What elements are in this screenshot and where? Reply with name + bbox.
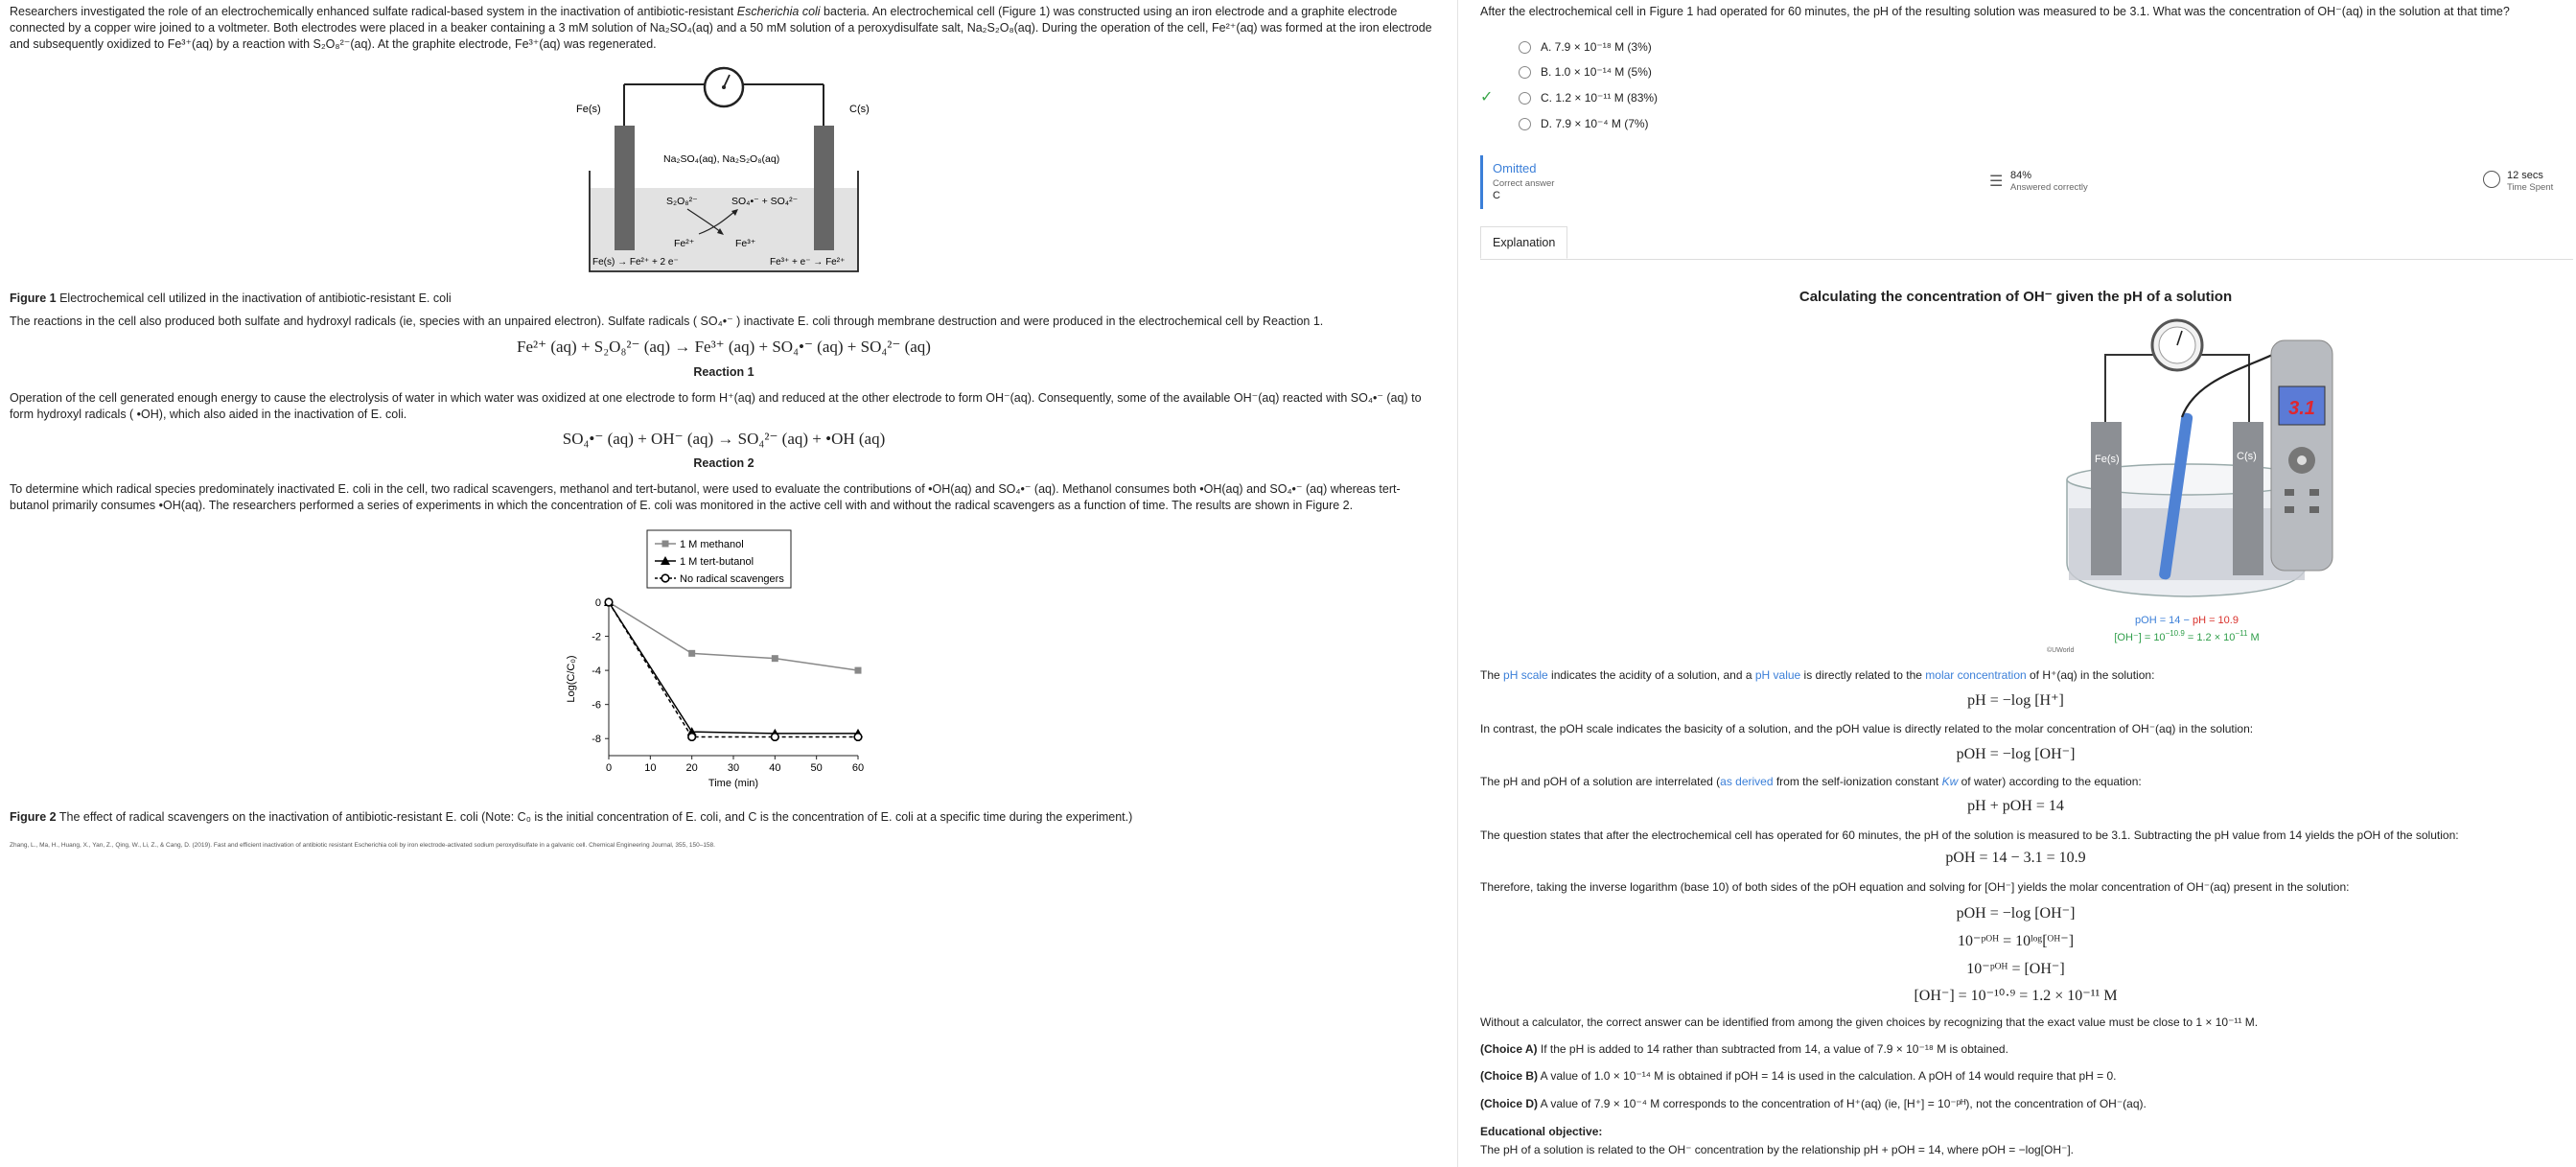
figure-2-caption-text: The effect of radical scavengers on the inactivation of antibiotic-resistant E. coli (Note: C₀ is the initial concentration of E. coli, and C is the concentration of E. coli at a specific time during the experiment.) bbox=[56, 810, 1133, 824]
passage-para-3: Operation of the cell generated enough energy to cause the electrolysis of water in which water was oxidized at one electrode to form H⁺(aq) and reduced at the other electrode to form OH⁻(aq). Consequently, some of the available OH⁻(aq) reacted with SO₄•⁻ (aq) to form hydroxyl radicals ( •OH), which also aided in the inactivation of E. coli. bbox=[10, 391, 1422, 421]
link-kw[interactable]: Kw bbox=[1941, 775, 1959, 788]
passage-para-2: The reactions in the cell also produced both sulfate and hydroxyl radicals (ie, species with an unpaired electron). Sulfate radicals ( SO₄•⁻ ) inactivate E. coli through membrane destruction and were produced in the electrochemical cell by Reaction 1. bbox=[10, 315, 1324, 328]
answer-stats bbox=[1480, 155, 2576, 209]
choice-b[interactable] bbox=[1480, 62, 1652, 82]
fig1-fe3: Fe³⁺ bbox=[735, 238, 756, 249]
figure-2-chart bbox=[561, 525, 887, 804]
radio-d[interactable] bbox=[1519, 118, 1531, 130]
x-tick-label: 0 bbox=[605, 762, 613, 774]
illus-oh-eq: $[OH^-] = 10^{-10.9} = 1.2 \times 10^{-11}$ M bbox=[2114, 629, 2260, 643]
data-point bbox=[605, 598, 613, 606]
y-tick-label: -6 bbox=[592, 699, 601, 712]
exp-para-1: The pH scale indicates the acidity of a solution, and a pH value is directly related to the molar concentration of H⁺(aq) in the solution: bbox=[1480, 668, 2155, 682]
data-point bbox=[772, 734, 779, 741]
copyright: ©UWorld bbox=[2047, 647, 2075, 654]
data-point bbox=[688, 734, 696, 741]
x-tick-label: 20 bbox=[685, 762, 698, 774]
fig1-solution-label: Na₂SO₄(aq), Na₂S₂O₈(aq) bbox=[663, 153, 780, 165]
figure-1-caption bbox=[10, 291, 452, 307]
radio-a[interactable] bbox=[1519, 41, 1531, 54]
choice-b-explanation: (Choice B) A value of 1.0 × 10⁻¹⁴ M is obtained if pOH = 14 is used in the calculation. A pOH of 14 would require that pH = 0. bbox=[1480, 1069, 2117, 1083]
choice-c[interactable] bbox=[1480, 88, 1658, 107]
tab-explanation[interactable]: Explanation bbox=[1480, 226, 1567, 259]
legend-marker bbox=[662, 541, 669, 548]
reaction-1: Fe²⁺ (aq) + S₂O₈²⁻ (aq) → Fe³⁺ (aq) + SO₄•⁻ (aq) + SO₄²⁻ (aq) bbox=[517, 338, 931, 356]
choice-d[interactable] bbox=[1480, 114, 1649, 133]
link-ph-value[interactable]: pH value bbox=[1754, 668, 1801, 682]
pct-correct: 84% bbox=[2010, 170, 2032, 181]
eq-poh: pOH = −log [OH⁻] bbox=[1956, 746, 2076, 762]
y-tick-label: -8 bbox=[592, 734, 601, 746]
reaction-2: SO₄•⁻ (aq) + OH⁻ (aq) → SO₄²⁻ (aq) + •OH (aq) bbox=[562, 430, 886, 448]
x-tick-label: 40 bbox=[769, 762, 781, 774]
eq-step-3: 10⁻ᵖᴼᴴ = [OH⁻] bbox=[1966, 961, 2065, 977]
legend-label: 1 M tert-butanol bbox=[680, 556, 754, 568]
explanation-title: Calculating the concentration of OH⁻ given the pH of a solution bbox=[1799, 289, 2233, 305]
y-axis-label: Log(C/C₀) bbox=[566, 655, 577, 703]
tab-divider bbox=[1480, 259, 2573, 260]
illus-fe-label: Fe(s) bbox=[2095, 454, 2120, 465]
correct-answer-label: Correct answer bbox=[1493, 178, 1555, 189]
link-as-derived[interactable]: as derived bbox=[1720, 775, 1774, 788]
x-axis-label: Time (min) bbox=[708, 778, 759, 789]
figure-2-caption bbox=[10, 809, 1132, 826]
choice-a-label: A. 7.9 × 10⁻¹⁸ M (3%) bbox=[1541, 40, 1652, 54]
link-ph-scale[interactable]: pH scale bbox=[1503, 668, 1548, 682]
choice-a-explanation: (Choice A) If the pH is added to 14 rather than subtracted from 14, a value of 7.9 × 10⁻¹⁸ M is obtained. bbox=[1480, 1042, 2008, 1056]
illus-poh-eq: pOH = 14 − pH = 10.9 bbox=[2135, 615, 2239, 626]
figure-1-caption-text: Electrochemical cell utilized in the inactivation of antibiotic-resistant E. coli bbox=[56, 292, 452, 305]
series-line bbox=[609, 602, 858, 734]
x-tick-label: 50 bbox=[810, 762, 823, 774]
intro-text-2: bacteria. An electrochemical cell (Figure 1) was constructed using an iron electrode and a graphite electrode connected by a copper wire joined to a voltmeter. Both electrodes were placed in a beaker containing a 3 mM solution of Na₂SO₄(aq) and a 50 mM solution of a peroxydisulfate salt, Na₂S₂O₈(aq). During the operation of the cell, Fe²⁺(aq) was formed at the iron electrode and subsequently oxidized to Fe³⁺(aq) by a reaction with S₂O₈²⁻(aq). At the graphite electrode, Fe³⁺(aq) was regenerated. bbox=[10, 5, 1432, 51]
fig1-so4: SO₄•⁻ + SO₄²⁻ bbox=[731, 196, 799, 207]
time-spent: 12 secs bbox=[2507, 170, 2543, 181]
fig1-fe2: Fe²⁺ bbox=[674, 238, 695, 249]
legend-marker bbox=[661, 574, 669, 582]
data-point bbox=[854, 734, 862, 741]
intro-species: Escherichia coli bbox=[736, 5, 821, 18]
edu-objective: The pH of a solution is related to the OH⁻ concentration by the relationship pH + pOH = 14, where pOH = −log[OH⁻]. bbox=[1480, 1143, 2074, 1156]
data-point bbox=[855, 667, 862, 674]
eq-ph: pH = −log [H⁺] bbox=[1967, 692, 2064, 709]
data-point bbox=[688, 650, 695, 657]
ph-meter-illustration bbox=[2047, 312, 2340, 657]
fig1-half-right: Fe³⁺ + e⁻ → Fe²⁺ bbox=[770, 257, 846, 268]
figure-1-caption-label: Figure 1 bbox=[10, 292, 57, 305]
illus-c-label: C(s) bbox=[2237, 451, 2257, 462]
eq-step-2: 10⁻ᵖᴼᴴ = 10ˡᵒᵍ[ᴼᴴ⁻] bbox=[1957, 933, 2075, 949]
x-tick-label: 30 bbox=[727, 762, 740, 774]
exp-para-5: Therefore, taking the inverse logarithm (base 10) of both sides of the pOH equation and solving for [OH⁻] yields the molar concentration of OH⁻(aq) present in the solution: bbox=[1480, 880, 2350, 894]
choice-b-label: B. 1.0 × 10⁻¹⁴ M (5%) bbox=[1541, 65, 1652, 79]
x-tick-label: 10 bbox=[644, 762, 657, 774]
legend-label: No radical scavengers bbox=[680, 573, 784, 585]
y-tick-label: -2 bbox=[592, 631, 601, 643]
choice-d-label: D. 7.9 × 10⁻⁴ M (7%) bbox=[1541, 117, 1649, 130]
fig1-half-left: Fe(s) → Fe²⁺ + 2 e⁻ bbox=[592, 257, 679, 268]
figure-1-cell-diagram bbox=[570, 65, 877, 281]
status-omitted: Omitted bbox=[1493, 161, 1537, 175]
x-tick-label: 60 bbox=[851, 762, 865, 774]
edu-objective-label: Educational objective: bbox=[1480, 1125, 1603, 1138]
fig1-c-label: C(s) bbox=[849, 104, 870, 115]
choice-c-label: C. 1.2 × 10⁻¹¹ M (83%) bbox=[1541, 91, 1659, 105]
question-text: After the electrochemical cell in Figure 1 had operated for 60 minutes, the pH of the resulting solution was measured to be 3.1. What was the concentration of OH⁻(aq) in the solution at that time? bbox=[1480, 5, 2510, 18]
eq-poh-value: pOH = 14 − 3.1 = 10.9 bbox=[1945, 850, 2086, 866]
reaction-1-label: Reaction 1 bbox=[693, 365, 754, 379]
time-spent-label: Time Spent bbox=[2507, 182, 2554, 193]
fig1-s2o8: S₂O₈²⁻ bbox=[666, 196, 698, 207]
meter-display: 3.1 bbox=[2288, 398, 2315, 419]
link-molar-concentration[interactable]: molar concentration bbox=[1925, 668, 2027, 682]
radio-b[interactable] bbox=[1519, 66, 1531, 79]
y-tick-label: -4 bbox=[592, 665, 601, 678]
reaction-2-label: Reaction 2 bbox=[693, 456, 754, 470]
figure-2-caption-label: Figure 2 bbox=[10, 810, 57, 824]
correct-answer-value: C bbox=[1493, 190, 1500, 201]
legend-label: 1 M methanol bbox=[680, 539, 744, 550]
bar-chart-icon: ☰ bbox=[1989, 174, 2004, 190]
eq-step-1: pOH = −log [OH⁻] bbox=[1956, 905, 2076, 922]
radio-c[interactable] bbox=[1519, 92, 1531, 105]
exp-para-3: The pH and pOH of a solution are interrelated (as derived from the self-ionization constant Kw of water) according to the equation: bbox=[1480, 775, 2142, 788]
passage-intro bbox=[10, 4, 1438, 53]
eq-sum: pH + pOH = 14 bbox=[1967, 798, 2064, 814]
pct-correct-label: Answered correctly bbox=[2010, 182, 2088, 193]
choice-d-explanation: (Choice D) A value of 7.9 × 10⁻⁴ M corresponds to the concentration of H⁺(aq) (ie, [H⁺] = 10⁻ᵖᴴ), not the concentration of OH⁻(aq). bbox=[1480, 1097, 2147, 1110]
question-pane bbox=[1457, 0, 2573, 1167]
clock-icon bbox=[2483, 171, 2500, 188]
eq-step-4: [OH⁻] = 10⁻¹⁰·⁹ = 1.2 × 10⁻¹¹ M bbox=[1914, 988, 2118, 1004]
y-tick-label: 0 bbox=[594, 597, 601, 609]
passage-para-4: To determine which radical species predominately inactivated E. coli in the cell, two radical scavengers, methanol and tert-butanol, were used to evaluate the contributions of •OH(aq) and SO₄•⁻ (aq). Methanol consumes both •OH(aq) and SO₄•⁻ (aq) whereas tert-butanol primarily consumes •OH(aq). The researchers performed a series of experiments in which the concentration of E. coli was monitored in the active cell with and without the radical scavengers as a function of time. The results are shown in Figure 2. bbox=[10, 482, 1401, 512]
reference: Zhang, L., Ma, H., Huang, X., Yan, Z., Qing, W., Li, Z., & Cang, D. (2019). Fast and efficient inactivation of antibiotic resistant Escherichia coli by iron electrode-activated sodium peroxydisulfate in a galvanic cell. Chemical Engineering Journal, 355, 150–158. bbox=[10, 842, 715, 849]
series-line bbox=[609, 602, 858, 736]
fig1-fe-label: Fe(s) bbox=[576, 104, 601, 115]
data-point bbox=[772, 655, 778, 662]
intro-text-1: Researchers investigated the role of an electrochemically enhanced sulfate radical-based system in the inactivation of antibiotic-resistant bbox=[10, 5, 737, 18]
correct-check-icon: ✓ bbox=[1480, 89, 1494, 105]
choice-a[interactable] bbox=[1480, 37, 1652, 57]
exp-para-4: The question states that after the electrochemical cell has operated for 60 minutes, the pH of the solution is measured to be 3.1. Subtracting the pH value from 14 yields the pOH of the solution: bbox=[1480, 829, 2459, 842]
exp-para-6: Without a calculator, the correct answer can be identified from among the given choices by recognizing that the exact value must be close to 1 × 10⁻¹¹ M. bbox=[1480, 1015, 2259, 1029]
exp-para-2: In contrast, the pOH scale indicates the basicity of a solution, and the pOH value is directly related to the molar concentration of OH⁻(aq) in the solution: bbox=[1480, 722, 2254, 735]
